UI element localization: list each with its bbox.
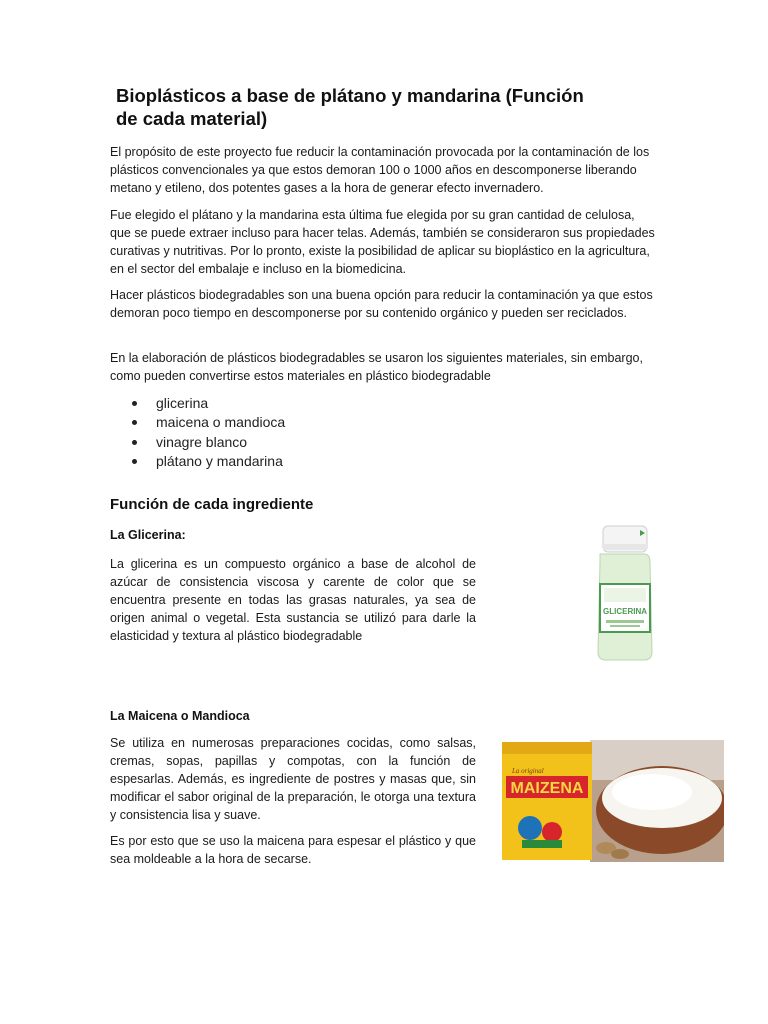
paragraph-purpose: El propósito de este proyecto fue reducir la contaminación provocada por la contaminación de los plásticos convencionales ya que estos demoran 100 o 1000 años en descomponerse liberando metano y etileno, dos potentes gases a la hora de generar efecto invernadero. bbox=[110, 145, 650, 195]
maizena-image bbox=[502, 740, 724, 862]
maizena-brand: MAIZENA bbox=[510, 780, 584, 797]
bottle-label: GLICERINA bbox=[603, 607, 647, 616]
paragraph-selection: Fue elegido el plátano y la mandarina esta última fue elegida por su gran cantidad de celulosa, que se puede extraer incluso para hacer telas. Además, también se consideraron sus propiedades curativas y nutritivas. Por lo pronto, existe la posibilidad de aplicar su bioplástico en la agricultura, en el sector del embalaje e incluso en la biomedicina. bbox=[110, 208, 655, 276]
list-item: maicena o mandioca bbox=[132, 413, 285, 432]
paragraph-biodegradable: Hacer plásticos biodegradables son una buena opción para reducir la contaminación ya que estos demoran poco tiempo en descomponerse por su contenido orgánico y pueden ser reciclados. bbox=[110, 288, 653, 320]
glicerina-heading: La Glicerina: bbox=[110, 528, 186, 542]
maicena-paragraph-2: Es por esto que se uso la maicena para espesar el plástico y que sea moldeable a la hora de secarse. bbox=[110, 834, 476, 866]
maicena-heading: La Maicena o Mandioca bbox=[110, 709, 250, 723]
list-item: vinagre blanco bbox=[132, 433, 285, 452]
glicerina-paragraph: La glicerina es un compuesto orgánico a base de alcohol de azúcar de consistencia viscosa y carente de color que se encuentra presente en todas las grasas naturales, ya sea de origen animal o vegetal. Esta sustancia se utilizó para darle la elasticidad y textura al plástico biodegradable bbox=[110, 557, 476, 643]
maizena-box-label: La original bbox=[512, 767, 544, 775]
maicena-paragraph: Se utiliza en numerosas preparaciones cocidas, como salsas, cremas, sopas, papillas y compotas, con la función de espesarlas. Además, es ingrediente de postres y masas que, sin modificar el sabor original de la preparación, le otorga una textura y consistencia lisa y suave. bbox=[110, 736, 476, 822]
paragraph-materials-intro: En la elaboración de plásticos biodegradables se usaron los siguientes materiales, sin embargo, como pueden convertirse estos materiales en plástico biodegradable bbox=[110, 351, 643, 383]
list-item: plátano y mandarina bbox=[132, 452, 285, 471]
materials-list bbox=[132, 394, 285, 471]
section-title: Función de cada ingrediente bbox=[110, 496, 314, 513]
list-item: glicerina bbox=[132, 394, 285, 413]
glicerina-bottle-image bbox=[588, 524, 662, 662]
document-title: Bioplásticos a base de plátano y mandarina (Función de cada material) bbox=[116, 85, 584, 129]
